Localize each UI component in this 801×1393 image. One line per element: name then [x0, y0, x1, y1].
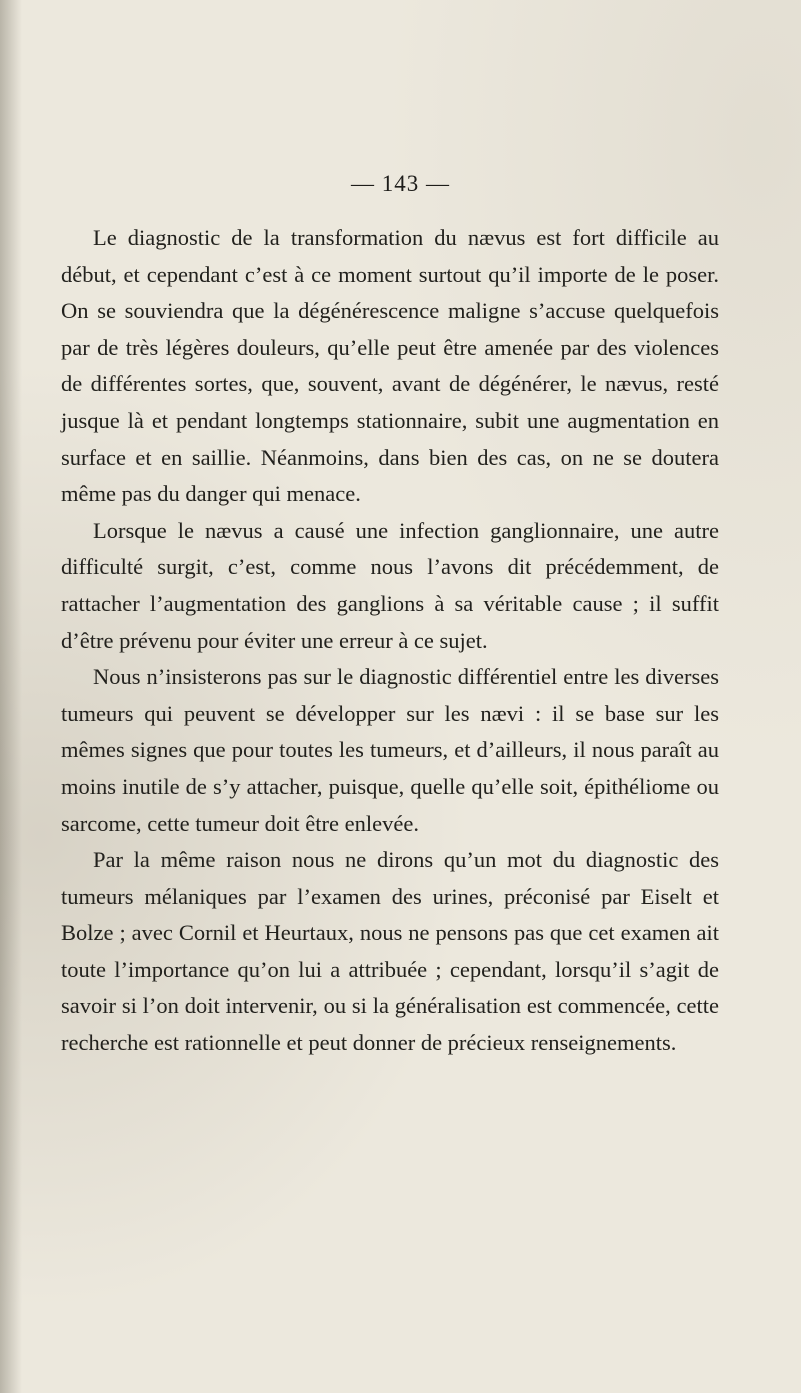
- page-binding-shadow: [0, 0, 22, 1393]
- paragraph-1: Le diagnostic de la transformation du nævus est fort difficile au début, et cependant c’est à ce moment surtout qu’il importe de le poser. On se souviendra que la dégénérescence maligne s’accuse quelquefois par de très légères douleurs, qu’elle peut être amenée par des violences de différentes sortes, que, souvent, avant de dégénérer, le nævus, resté jusque là et pendant longtemps stationnaire, subit une augmentation en surface et en saillie. Néanmoins, dans bien des cas, on ne se doutera même pas du danger qui menace.: [61, 225, 719, 507]
- paragraph-3: Nous n’insisterons pas sur le diagnostic différentiel entre les diverses tumeurs qui peuvent se développer sur les nævi : il se base sur les mêmes signes que pour toutes les tumeurs, et d’ailleurs, il nous paraît au moins inutile de s’y attacher, puisque, quelle qu’elle soit, épithéliome ou sarcome, cette tumeur doit être enlevée.: [61, 664, 719, 836]
- body-text: [61, 220, 719, 1062]
- paragraph-4: Par la même raison nous ne dirons qu’un mot du diagnostic des tumeurs mélaniques par l’examen des urines, préconisé par Eiselt et Bolze ; avec Cornil et Heurtaux, nous ne pensons pas que cet examen ait toute l’importance qu’on lui a attribuée ; cependant, lorsqu’il s’agit de savoir si l’on doit intervenir, ou si la généralisation est commencée, cette recherche est rationnelle et peut donner de précieux renseignements.: [61, 847, 719, 1056]
- paragraph-2: Lorsque le nævus a causé une infection ganglionnaire, une autre difficulté surgit, c’est, comme nous l’avons dit précédemment, de rattacher l’augmentation des ganglions à sa véritable cause ; il suffit d’être prévenu pour éviter une erreur à ce sujet.: [61, 517, 719, 653]
- page-number: — 143 —: [351, 171, 450, 196]
